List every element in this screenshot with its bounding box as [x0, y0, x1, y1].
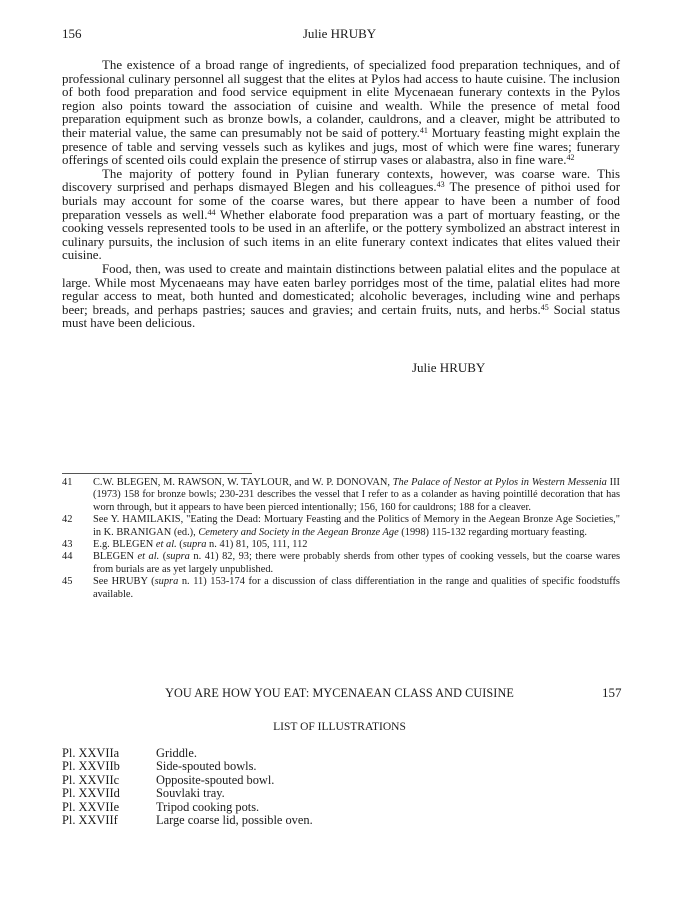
footnote-number: 45 — [62, 576, 73, 588]
text-run: The majority of pottery found in Pylian funerary contexts, however, was coarse ware. This discovery surprised and perhaps dismayed Blegen and his colleagues. — [62, 166, 620, 195]
plate-label: Pl. XXVIIc — [62, 772, 120, 787]
footnote-ref: 41 — [419, 125, 428, 135]
text-run: C.W. BLEGEN, M. RAWSON, W. TAYLOUR, and W. P. DONOVAN, — [93, 477, 393, 488]
footnote-number: 41 — [62, 477, 73, 488]
text-run: n. 41) 81, 105, 111, 112 — [206, 539, 308, 551]
illustration-item — [62, 774, 313, 787]
footnote-number: 43 — [62, 539, 73, 551]
page-number: 156 — [62, 26, 82, 41]
footnote — [62, 539, 620, 551]
footnote-ref: 44 — [207, 207, 216, 217]
italic-text: et al. — [137, 551, 160, 563]
text-run: III (1973) 158 for bronze bowls; 230-231 describes the vessel that I refer to as a colander as having pointillé decoration that has worn through, but it appears to have been pierced intentionally; 156, 160 for cauldrons; 188 for a cleaver. — [93, 477, 620, 513]
text-run: See Y. HAMILAKIS, "Eating the Dead: Mortuary Feasting and the Politics of Memory in the Aegean Bronze Age Societies," in K. BRANIGAN (ed.), — [93, 514, 620, 538]
text-run: Food, then, was used to create and maintain distinctions between palatial elites and the populace at large. While most Mycenaeans may have eaten barley porridges most of the time, palatial elites had more regular access to meat, both hunted and domesticated; alcoholic beverages, including wine and perhaps beer; breads, and perhaps pastries; sauces and gravies; and certain fruits, nuts, and herbs. — [62, 261, 620, 317]
footnote-rule — [62, 473, 252, 474]
footnote-number: 44 — [62, 551, 73, 563]
italic-text: et al. — [155, 539, 177, 551]
plate-caption: Griddle. — [156, 746, 197, 760]
footnote — [62, 514, 620, 539]
text-run: E.g. BLEGEN — [93, 539, 156, 551]
footnotes — [62, 477, 620, 601]
italic-text: supra — [166, 551, 190, 563]
plate-label: Pl. XXVIId — [62, 786, 120, 801]
plate-caption: Side-spouted bowls. — [156, 759, 257, 774]
italic-text: supra — [154, 576, 179, 588]
footnote — [62, 576, 620, 601]
text-run: Mortuary feasting might explain the presence of table and serving vessels such as kylikes and jugs, most of which were fine wares; funerary offerings of scented oils could explain the presence of stirrup vases or alabastra, also in fine ware. — [62, 125, 620, 168]
illustration-item — [62, 747, 313, 760]
page2-running-head: YOU ARE HOW YOU EAT: MYCENAEAN CLASS AND CUISINE — [165, 686, 514, 700]
plate-label: Pl. XXVIIe — [62, 799, 120, 814]
italic-text: The Palace of Nestor at Pylos in Western Messenia — [392, 477, 607, 488]
text-run: Social status must have been delicious. — [62, 302, 620, 331]
text-run: BLEGEN — [93, 551, 138, 563]
paragraph — [62, 263, 620, 331]
author-signature: Julie HRUBY — [412, 360, 486, 375]
plate-label: Pl. XXVIIf — [62, 813, 118, 828]
text-run: (1998) 115-132 regarding mortuary feasting. — [398, 526, 588, 538]
text-run: Whether elaborate food preparation was a part of mortuary feasting, or the cooking vessels represented tools to be used in an afterlife, or the pottery symbolized an abstract interest in culinary pursuits, the inclusion of such items in an elite funerary context indicates that elites valued their cuisine. — [62, 207, 620, 263]
plate-caption: Large coarse lid, possible oven. — [156, 813, 313, 828]
text-run: ( — [159, 551, 167, 563]
illustration-item — [62, 760, 313, 773]
running-head: Julie HRUBY — [302, 26, 377, 41]
footnote-ref: 42 — [566, 153, 575, 163]
italic-text: supra — [182, 539, 207, 551]
illustration-item — [62, 814, 313, 827]
footnote — [62, 551, 620, 576]
footnote-text — [93, 539, 620, 551]
italic-text: Cemetery and Society in the Aegean Bronze Age — [198, 526, 399, 538]
body-text — [62, 59, 620, 331]
illustration-item — [62, 801, 313, 814]
illustration-item — [62, 787, 313, 800]
illustrations-list — [62, 747, 313, 827]
footnote-text — [93, 576, 620, 601]
text-run: The presence of pithoi used for burials may account for some of the coarse wares, but there appear to have been a number of food preparation vessels as well. — [62, 180, 620, 222]
footnote-text — [93, 551, 620, 576]
page2-number: 157 — [602, 685, 622, 700]
plate-caption: Souvlaki tray. — [156, 786, 225, 801]
plate-label: Pl. XXVIIb — [62, 759, 120, 774]
footnote-ref: 45 — [540, 302, 549, 312]
text-run: ( — [176, 539, 183, 551]
paragraph — [62, 59, 620, 168]
text-run: n. 41) 82, 93; there were probably sherds from other types of cooking vessels, but the coarse wares from burials are as yet largely unpublished. — [93, 551, 621, 575]
plate-caption: Tripod cooking pots. — [156, 799, 260, 814]
text-run: The existence of a broad range of ingredients, of specialized food preparation techniques, and of professional culinary personnel all suggest that the elites at Pylos had access to haute cuisine. The inclusion of both food preparation and food service equipment in elite Mycenaean funerary contexts in the Pylos region also points toward the association of cuisine and wealth. While the presence of metal food preparation equipment such as bronze bowls, a colander, cauldrons, and a cleaver, might be attributed to their material value, the same can presumably not be said of pottery. — [62, 58, 620, 140]
illustrations-title: LIST OF ILLUSTRATIONS — [273, 721, 406, 733]
footnote-number: 42 — [62, 514, 73, 526]
footnote-ref: 43 — [436, 180, 445, 190]
footnote-text — [93, 514, 620, 539]
plate-caption: Opposite-spouted bowl. — [156, 772, 275, 787]
footnote — [62, 477, 620, 514]
footnote-text — [93, 477, 620, 514]
text-run: See HRUBY ( — [93, 576, 155, 588]
paragraph — [62, 168, 620, 263]
plate-label: Pl. XXVIIa — [62, 746, 120, 760]
text-run: n. 11) 153-174 for a discussion of class differentiation in the range and qualities of specific foodstuffs available. — [93, 576, 620, 600]
